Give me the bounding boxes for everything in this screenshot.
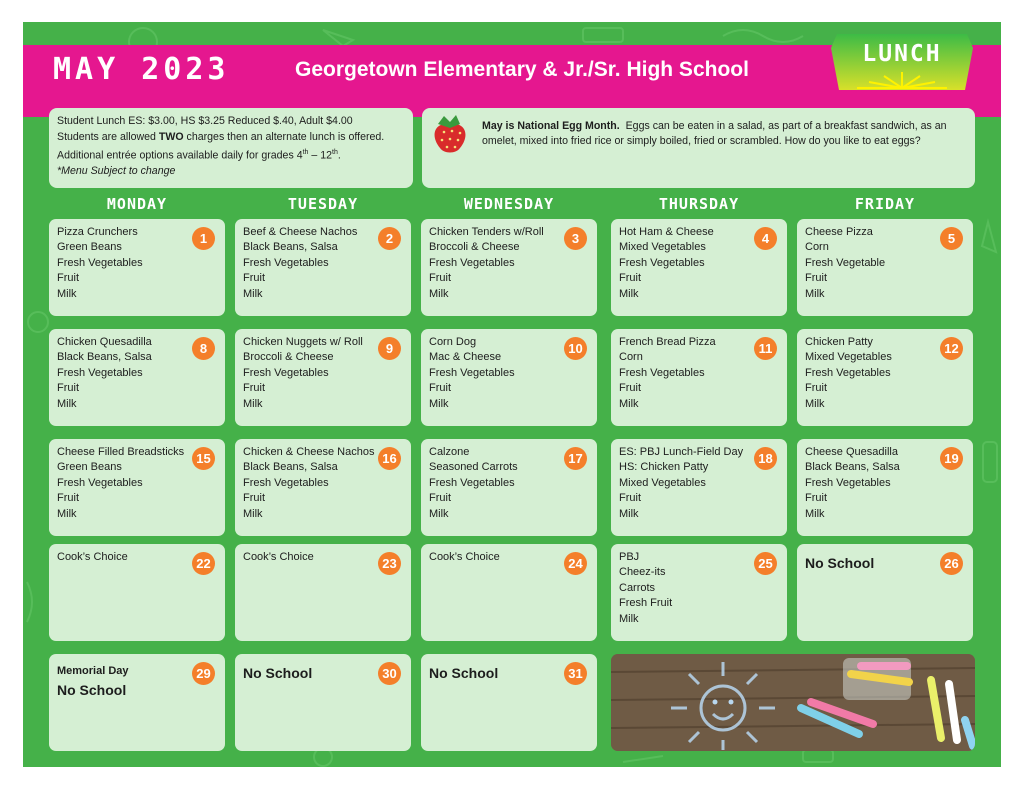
menu-item: Corn bbox=[619, 351, 643, 364]
menu-item: Fruit bbox=[57, 272, 79, 285]
egg-month-text: Eggs can be eaten in a salad, as part of a breakfast sandwich, as an omelet, mixed into fried rice or simply boiled, fried or scrambled. How do you like to eat eggs? bbox=[482, 120, 950, 147]
day-cell-5 bbox=[797, 219, 973, 316]
options-sup-end: th bbox=[332, 149, 338, 157]
menu-item: Black Beans, Salsa bbox=[57, 351, 152, 364]
date-badge: 4 bbox=[754, 227, 777, 250]
day-cell-9 bbox=[235, 329, 411, 426]
menu-item: Milk bbox=[619, 612, 639, 625]
date-badge: 5 bbox=[940, 227, 963, 250]
menu-item: Green Beans bbox=[57, 461, 122, 474]
menu-page bbox=[23, 22, 1001, 767]
options-text: Additional entrée options available daily for grades 4 bbox=[57, 149, 303, 162]
menu-item: Fruit bbox=[805, 492, 827, 505]
date-badge: 26 bbox=[940, 552, 963, 575]
date-badge: 25 bbox=[754, 552, 777, 575]
menu-item: Milk bbox=[429, 507, 449, 520]
menu-item: Fresh Vegetables bbox=[805, 366, 891, 379]
menu-item: Corn bbox=[805, 241, 829, 254]
day-cell-3 bbox=[421, 219, 597, 316]
date-badge: 23 bbox=[378, 552, 401, 575]
day-cell-19 bbox=[797, 439, 973, 536]
day-cell-25 bbox=[611, 544, 787, 641]
day-cell-15 bbox=[49, 439, 225, 536]
egg-month-box bbox=[422, 108, 975, 188]
menu-item: Fruit bbox=[805, 272, 827, 285]
menu-item: Green Beans bbox=[57, 241, 122, 254]
menu-item: Fresh Vegetables bbox=[243, 366, 329, 379]
strawberry-icon bbox=[430, 112, 470, 156]
charges-line bbox=[57, 130, 413, 146]
charges-count: TWO bbox=[158, 130, 184, 143]
date-badge: 10 bbox=[564, 337, 587, 360]
options-sup: th bbox=[302, 149, 309, 157]
menu-item: Milk bbox=[243, 507, 263, 520]
date-badge: 3 bbox=[564, 227, 587, 250]
menu-item: Fruit bbox=[429, 382, 451, 395]
month-title: MAY 2023 bbox=[53, 52, 230, 87]
day-cell-23 bbox=[235, 544, 411, 641]
day-cell-31 bbox=[421, 654, 597, 751]
menu-item: Milk bbox=[805, 507, 825, 520]
holiday-name: Memorial Day bbox=[57, 665, 129, 677]
day-cell-16 bbox=[235, 439, 411, 536]
menu-item: Fruit bbox=[429, 272, 451, 285]
charges-text: Students are allowed bbox=[57, 130, 159, 143]
menu-item: Fresh Vegetables bbox=[429, 366, 515, 379]
day-cell-2 bbox=[235, 219, 411, 316]
date-badge: 8 bbox=[192, 337, 215, 360]
menu-item: Milk bbox=[429, 397, 449, 410]
menu-item: Carrots bbox=[619, 581, 656, 594]
day-cell-24 bbox=[421, 544, 597, 641]
menu-item: Fresh Vegetable bbox=[805, 256, 886, 269]
menu-item: Seasoned Carrots bbox=[429, 461, 518, 474]
day-cell-26 bbox=[797, 544, 973, 641]
date-badge: 1 bbox=[192, 227, 215, 250]
date-badge: 15 bbox=[192, 447, 215, 470]
menu-item: Cheese Filled Breadsticks bbox=[57, 446, 185, 458]
day-cell-11 bbox=[611, 329, 787, 426]
date-badge: 17 bbox=[564, 447, 587, 470]
menu-item: Cheese Pizza bbox=[805, 226, 873, 238]
options-period: . bbox=[337, 149, 341, 162]
day-cell-4 bbox=[611, 219, 787, 316]
weekday-wednesday: WEDNESDAY bbox=[463, 195, 555, 213]
menu-item: Milk bbox=[243, 397, 263, 410]
egg-month-title: May is National Egg Month. bbox=[482, 120, 620, 132]
menu-item: Black Beans, Salsa bbox=[243, 461, 338, 474]
menu-item: Fresh Vegetables bbox=[243, 256, 329, 269]
date-badge: 31 bbox=[564, 662, 587, 685]
menu-item: Fresh Vegetables bbox=[429, 476, 515, 489]
no-school-label: No School bbox=[429, 665, 499, 681]
menu-item: Chicken & Cheese Nachos bbox=[243, 446, 375, 458]
menu-item: ES: PBJ Lunch-Field Day bbox=[619, 446, 744, 458]
weekday-monday: MONDAY bbox=[106, 195, 168, 213]
menu-item: Fresh Vegetables bbox=[57, 476, 143, 489]
menu-item: Chicken Tenders w/Roll bbox=[429, 226, 544, 238]
chalk-photo bbox=[611, 654, 975, 751]
menu-item: Cook’s Choice bbox=[57, 551, 128, 563]
menu-item: Fruit bbox=[619, 492, 641, 505]
school-title: Georgetown Elementary & Jr./Sr. High School bbox=[295, 58, 749, 81]
date-badge: 22 bbox=[192, 552, 215, 575]
date-badge: 2 bbox=[378, 227, 401, 250]
day-cell-30 bbox=[235, 654, 411, 751]
menu-item: Fresh Vegetables bbox=[805, 476, 891, 489]
no-school-label: No School bbox=[805, 555, 875, 571]
menu-item: Fruit bbox=[429, 492, 451, 505]
menu-item: Mixed Vegetables bbox=[619, 476, 706, 489]
menu-item: Fruit bbox=[243, 382, 265, 395]
menu-item: Milk bbox=[805, 397, 825, 410]
menu-item: Beef & Cheese Nachos bbox=[243, 226, 358, 238]
menu-item: Milk bbox=[619, 287, 639, 300]
menu-item: Fruit bbox=[57, 382, 79, 395]
menu-item: Cheez-its bbox=[619, 566, 666, 579]
menu-item: Calzone bbox=[429, 446, 470, 458]
weekday-thursday: THURSDAY bbox=[658, 195, 740, 213]
price-line: Student Lunch ES: $3.00, HS $3.25 Reduced $.40, Adult $4.00 bbox=[57, 115, 353, 127]
menu-item: Chicken Nuggets w/ Roll bbox=[243, 336, 363, 348]
day-cell-10 bbox=[421, 329, 597, 426]
menu-item: Fresh Vegetables bbox=[619, 256, 705, 269]
menu-item: Chicken Patty bbox=[805, 336, 873, 348]
date-badge: 16 bbox=[378, 447, 401, 470]
menu-item: Cook’s Choice bbox=[429, 551, 500, 563]
menu-item: Pizza Crunchers bbox=[57, 226, 138, 238]
date-badge: 18 bbox=[754, 447, 777, 470]
menu-item: HS: Chicken Patty bbox=[619, 461, 709, 474]
date-badge: 12 bbox=[940, 337, 963, 360]
menu-item: Mixed Vegetables bbox=[805, 351, 892, 364]
menu-item: Hot Ham & Cheese bbox=[619, 226, 714, 238]
menu-item: Milk bbox=[57, 287, 77, 300]
menu-item: Fruit bbox=[243, 272, 265, 285]
day-cell-18 bbox=[611, 439, 787, 536]
menu-item: Fresh Vegetables bbox=[619, 366, 705, 379]
menu-item: French Bread Pizza bbox=[619, 336, 716, 348]
menu-item: Milk bbox=[619, 507, 639, 520]
day-cell-17 bbox=[421, 439, 597, 536]
menu-item: Corn Dog bbox=[429, 336, 477, 348]
menu-item: Fresh Vegetables bbox=[57, 256, 143, 269]
menu-item: Fresh Vegetables bbox=[243, 476, 329, 489]
weekday-tuesday: TUESDAY bbox=[287, 195, 359, 213]
menu-item: Milk bbox=[243, 287, 263, 300]
menu-item: Broccoli & Cheese bbox=[429, 241, 520, 254]
menu-item: Fruit bbox=[57, 492, 79, 505]
menu-item: Fruit bbox=[619, 382, 641, 395]
options-range: – 12 bbox=[308, 149, 332, 162]
date-badge: 24 bbox=[564, 552, 587, 575]
charges-text-end: charges then an alternate lunch is offered. bbox=[183, 130, 385, 143]
menu-item: Fresh Vegetables bbox=[429, 256, 515, 269]
menu-item: Black Beans, Salsa bbox=[805, 461, 900, 474]
lunch-badge bbox=[829, 28, 975, 100]
chalk-drawing-image bbox=[611, 654, 975, 751]
date-badge: 11 bbox=[754, 337, 777, 360]
menu-item: Milk bbox=[429, 287, 449, 300]
no-school-label: No School bbox=[243, 665, 313, 681]
price-info-box bbox=[49, 108, 413, 188]
menu-item: Milk bbox=[619, 397, 639, 410]
date-badge: 9 bbox=[378, 337, 401, 360]
date-badge: 29 bbox=[192, 662, 215, 685]
menu-item: Milk bbox=[805, 287, 825, 300]
menu-item: Fresh Fruit bbox=[619, 597, 673, 610]
day-cell-1 bbox=[49, 219, 225, 316]
menu-item: Milk bbox=[57, 397, 77, 410]
day-cell-29 bbox=[49, 654, 225, 751]
menu-item: Fruit bbox=[619, 272, 641, 285]
day-cell-8 bbox=[49, 329, 225, 426]
menu-item: Fruit bbox=[805, 382, 827, 395]
day-cell-12 bbox=[797, 329, 973, 426]
menu-item: Mixed Vegetables bbox=[619, 241, 706, 254]
weekday-friday: FRIDAY bbox=[854, 195, 916, 213]
menu-item: Broccoli & Cheese bbox=[243, 351, 334, 364]
menu-item: Fruit bbox=[243, 492, 265, 505]
no-school-label: No School bbox=[57, 682, 127, 698]
date-badge: 19 bbox=[940, 447, 963, 470]
menu-item: Chicken Quesadilla bbox=[57, 336, 152, 348]
menu-item: Cook’s Choice bbox=[243, 551, 314, 563]
disclaimer-line: *Menu Subject to change bbox=[57, 165, 176, 178]
menu-item: Cheese Quesadilla bbox=[805, 446, 898, 458]
menu-item: Mac & Cheese bbox=[429, 351, 502, 364]
menu-item: Milk bbox=[57, 507, 77, 520]
menu-item: PBJ bbox=[619, 551, 640, 563]
menu-item: Fresh Vegetables bbox=[57, 366, 143, 379]
options-line bbox=[57, 145, 413, 164]
date-badge: 30 bbox=[378, 662, 401, 685]
lunch-label: LUNCH bbox=[862, 41, 942, 67]
day-cell-22 bbox=[49, 544, 225, 641]
menu-item: Black Beans, Salsa bbox=[243, 241, 338, 254]
